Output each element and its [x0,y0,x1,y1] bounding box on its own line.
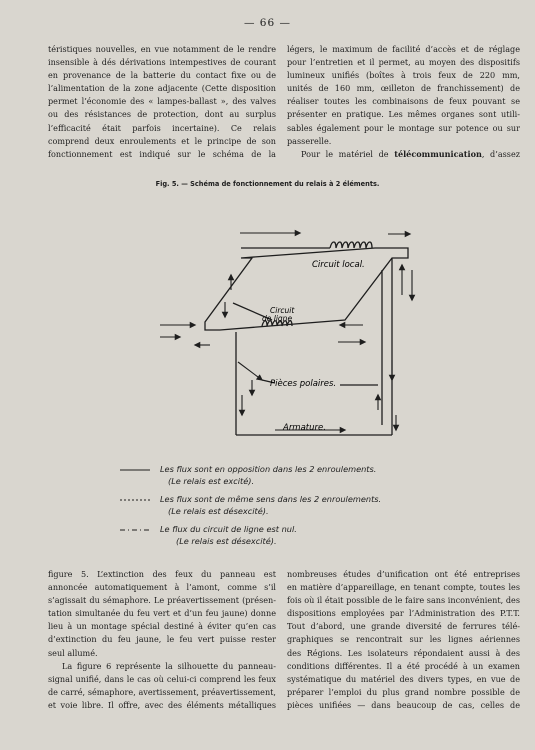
text-line: tation simultanée du feu vert et d’un feu jaune) donne [48,608,276,619]
text-line: lumineux unifiés (boîtes à trois feux de 220 mm, [287,70,520,81]
legend-item-1-line2: (Le relais est excité). [168,476,255,486]
text-line: des Régions. Les isolateurs répondaient aussi à des [287,647,520,658]
text-line: l’alimentation de la zone adjacente (Cette disposition [48,83,276,94]
figure-caption: Fig. 5. — Schéma de fonctionnement du relais à 2 éléments. [155,180,380,188]
circuit-local-loop [205,248,408,330]
text-line: conditions différentes. Il a été procédé à un examen [287,660,520,671]
pole-pieces [236,258,392,435]
local-coil [330,242,372,248]
text-line: et voie libre. Il offre, avec des éléments métalliques [48,699,276,710]
text-line: annoncée automatiquement à l’amont, comme s’il [48,582,276,593]
text-line: pour l’entretien et il permet, au moyen des dispositifs [287,57,520,68]
text-line: en provenance de la batterie du contact fixe ou de [48,70,276,81]
legend-text [160,464,381,546]
label-circuit-local: Circuit local. [312,260,365,270]
text-line: légers, le maximum de facilité d’accès et de réglage [287,44,520,54]
text-line: l’efficacité était parfois incertaine). Ce relais [48,122,276,133]
text-line: permet l’économie des « lampes-ballast », des valves [48,96,276,107]
text-line: systématique du matériel des divers types, en vue de [287,673,520,684]
text-line: passerelle. [287,135,332,146]
text-line: signal unifié, dans le cas où celui-ci comprend les feux [48,673,276,684]
text-line: graphiques se rencontrait sur les lignes aériennes [287,634,520,645]
text-line: Tout d’abord, une grande diversité de ferrures télé- [287,621,520,632]
text-line: pièces unifiées — dans beaucoup de cas, celles de [287,699,520,710]
text-line: dispositions employées par l’Administration des P.T.T. [287,608,520,619]
text-line: seul allumé. [48,647,98,658]
text-fragment: Pour le matériel de [301,148,395,159]
label-armature: Armature. [283,423,326,433]
text-line: en matière d’appareillage, en tenant compte, toutes les [287,582,520,593]
text-line: insensible à dés dérivations intempestives de courant [48,57,276,68]
text-line: préparer l’emploi du plus grand nombre possible de [287,686,520,697]
text-line: s’agissait du sémaphore. Le préavertissement (présen- [48,595,276,606]
text-line: fois où il était possible de le faire sans inconvénient, des [287,595,520,606]
legend-item-3-line1: Le flux du circuit de ligne est nul. [160,524,297,534]
text-line: réaliser toutes les combinaisons de feux pouvant se [287,96,520,107]
bold-term: télécommunication [394,148,482,159]
text-line: fonctionnement est indiqué sur le schéma de la [48,148,276,159]
text-line: de carré, sémaphore, avertissement, préavertissement, [48,686,276,697]
text-line: figure 5. L’extinction des feux du panneau est [48,569,276,579]
text-line: La figure 6 représente la silhouette du panneau- [62,660,276,671]
legend-item-1-line1: Les flux sont en opposition dans les 2 enroulements. [160,464,377,474]
text-line: nombreuses études d’unification ont été entreprises [287,569,520,579]
text-line: téristiques nouvelles, en vue notamment de le rendre [48,44,276,54]
text-line: sables également pour le montage sur potence ou sur [287,122,520,133]
text-line: d’extinction du feu jaune, le feu vert puisse rester [48,634,276,645]
text-line: présenter en pratique. Les mêmes organes sont utili- [287,109,520,120]
flux-arrows [160,233,412,430]
text-line: ou des résistances de protection, dont au surplus [48,109,276,120]
legend-item-3-line2: (Le relais est désexcité). [176,536,277,546]
label-pieces-polaires: Pièces polaires. [270,379,337,389]
text-line: unités de 160 mm, œilleton de franchissement) de [287,83,520,94]
legend-lines [120,470,150,530]
legend-item-2-line2: (Le relais est désexcité). [168,506,269,516]
text-line: comprend deux enroulements et le principe de son [48,135,276,146]
page-number: — 66 — [243,17,292,29]
label-circuit-de-ligne-2: de ligne [262,314,293,323]
text-fragment: , d’assez [481,148,520,159]
text-line: lieu à un montage spécial destiné à éviter qu’en cas [48,621,276,632]
column-bottom-left [48,568,276,712]
legend-item-2-line1: Les flux sont de même sens dans les 2 enroulements. [160,494,382,504]
column-bottom-right [287,568,520,712]
label-circuit-de-ligne-1: Circuit [270,306,295,315]
